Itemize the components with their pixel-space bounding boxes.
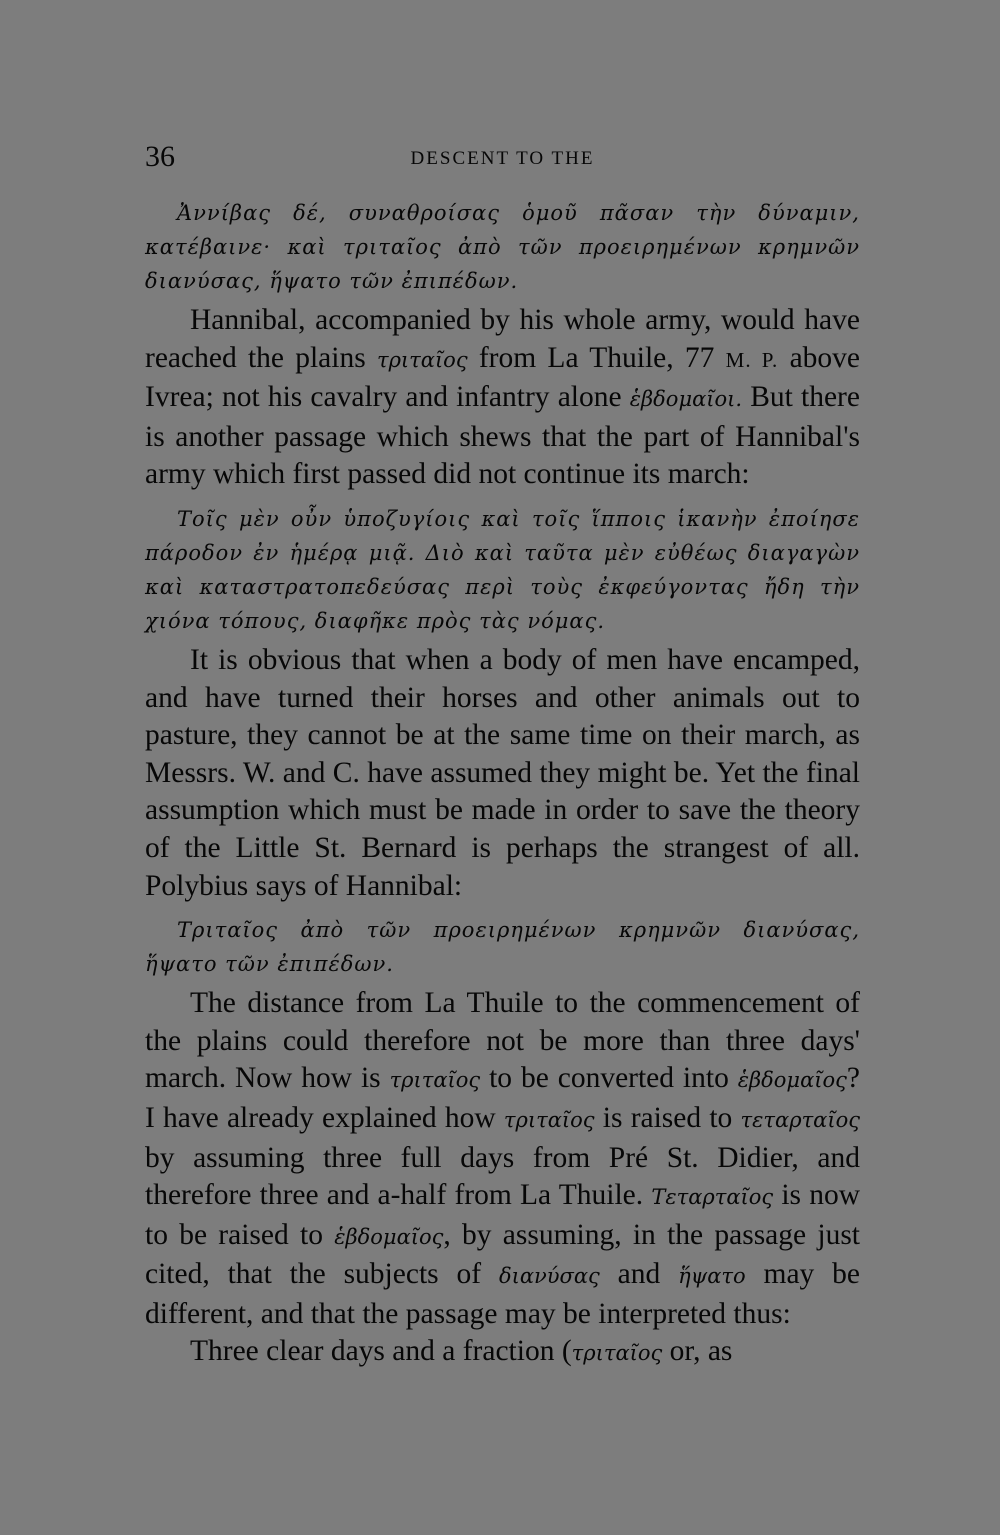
text-run: is raised to (594, 1101, 741, 1134)
greek-word: ἑβδομαῖοι. (629, 387, 743, 412)
text-run: from La Thuile, 77 (467, 341, 726, 374)
greek-word: ἑβδομαῖος (737, 1068, 847, 1093)
paragraph (145, 985, 860, 1333)
greek-quote: Ἀννίβας δέ, συναθροίσας ὁμοῦ πᾶσαν τὴν δύναμιν, κατέβαινε· καὶ τριταῖος ἀπὸ τῶν προειρημένων κρημνῶν διανύσας, ἥψατο τῶν ἐπιπέδων. (145, 201, 860, 293)
text-run: may be different, and that the passage may be interpreted thus: (145, 1258, 861, 1330)
text-run: The distance from La Thuile to the commencement of the plains could therefore not be more than three days' march. Now how is (145, 987, 860, 1095)
greek-word: τεταρταῖος (740, 1107, 860, 1132)
paragraph: It is obvious that when a body of men have encamped, and have turned their horses and other animals out to pasture, they cannot be at the same time on their march, as Messrs. W. and C. have assumed they might be. Yet the final assumption which must be made in order to save the theory of the Little St. Bernard is perhaps the strangest of all. Polybius says of Hannibal: (145, 643, 860, 902)
greek-word: τριταῖος (389, 1068, 481, 1093)
text-run: by assuming three full days from Pré St. Didier, and therefore three and a-half from La Thuile. (145, 1141, 860, 1212)
text-run: is now to be raised to (145, 1179, 860, 1251)
greek-quote: Τριταῖος ἀπὸ τῶν προειρημένων κρημνῶν διανύσας, ἥψατο τῶν ἐπιπέδων. (145, 918, 860, 977)
paragraph (145, 1333, 860, 1373)
abbreviation: M. P. (725, 347, 779, 372)
greek-word: ἥψατο (678, 1264, 746, 1289)
page-number: 36 (145, 140, 175, 173)
text-run: above Ivrea; not his cavalry and infantry alone (145, 341, 860, 414)
greek-word: τριταῖος (376, 347, 468, 372)
greek-word: διανύσας (498, 1264, 600, 1289)
paragraph (145, 302, 860, 494)
greek-word: ἑβδομαῖος (334, 1224, 444, 1249)
text-run: Hannibal, accompanied by his whole army, would have reached the plains (145, 304, 860, 374)
greek-word: τριταῖος (503, 1107, 595, 1132)
text-run: But there is another passage which shews that the part of Hannibal's army which first passed did not continue its march: (145, 381, 860, 491)
text-run: Three clear days and a fraction ( (190, 1335, 572, 1368)
page-header (145, 140, 860, 180)
text-run: ? I have already explained how (145, 1062, 860, 1134)
text-run: to be converted into (480, 1062, 738, 1095)
greek-word: τριταῖος (571, 1341, 663, 1366)
text-run: or, as (662, 1335, 733, 1368)
text-run: , by assuming, in the passage just cited, that the subjects of (145, 1218, 860, 1291)
greek-quote: Τοῖς μὲν οὖν ὑποζυγίοις καὶ τοῖς ἵπποις ἱκανὴν ἐποίησε πάροδον ἐν ἡμέρᾳ μιᾷ. Διὸ καὶ ταῦτα μὲν εὐθέως διαγαγὼν καὶ καταστρατοπεδεύσας περὶ τοὺς ἐκφεύγοντας ἤδη τὴν χιόνα τόπους, διαφῆκε πρὸς τὰς νόμας. (145, 506, 860, 633)
running-title: DESCENT TO THE (410, 148, 595, 169)
text-run: and (599, 1258, 679, 1291)
greek-word: Τεταρταῖος (651, 1185, 774, 1210)
body-text (145, 196, 860, 1373)
